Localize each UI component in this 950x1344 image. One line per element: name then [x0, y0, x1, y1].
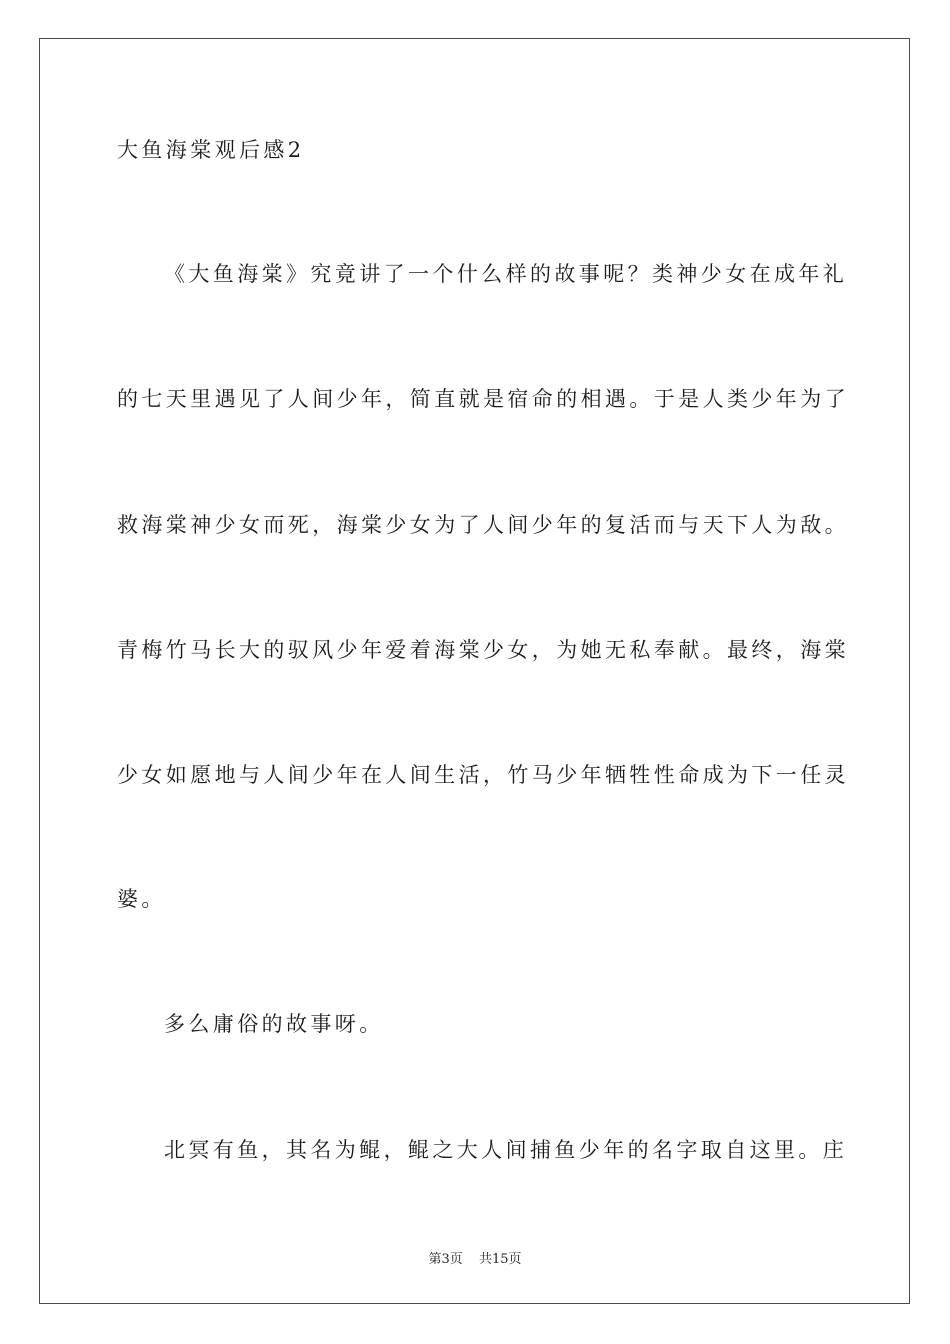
paragraph-line-4: 青梅竹马长大的驭风少年爱着海棠少女，为她无私奉献。最终，海棠	[117, 638, 849, 662]
paragraph-line-3: 救海棠神少女而死，海棠少女为了人间少年的复活而与天下人为敌。	[117, 513, 849, 537]
paragraph-line-1: 《大鱼海棠》究竟讲了一个什么样的故事呢？类神少女在成年礼	[164, 262, 848, 286]
page-footer	[0, 1248, 950, 1267]
paragraph-line-2: 的七天里遇见了人间少年，简直就是宿命的相遇。于是人类少年为了	[117, 387, 849, 411]
page-number-current: 第3页	[428, 1252, 463, 1267]
paragraph-line-7: 多么庸俗的故事呀。	[164, 1012, 384, 1036]
paragraph-line-8: 北冥有鱼，其名为鲲，鲲之大人间捕鱼少年的名字取自这里。庄	[164, 1138, 848, 1162]
page-number-total: 共15页	[478, 1252, 522, 1267]
paragraph-line-6: 婆。	[117, 887, 166, 911]
document-heading: 大鱼海棠观后感2	[117, 138, 305, 162]
page-border	[39, 38, 910, 1304]
paragraph-line-5: 少女如愿地与人间少年在人间生活，竹马少年牺牲性命成为下一任灵	[117, 763, 849, 787]
